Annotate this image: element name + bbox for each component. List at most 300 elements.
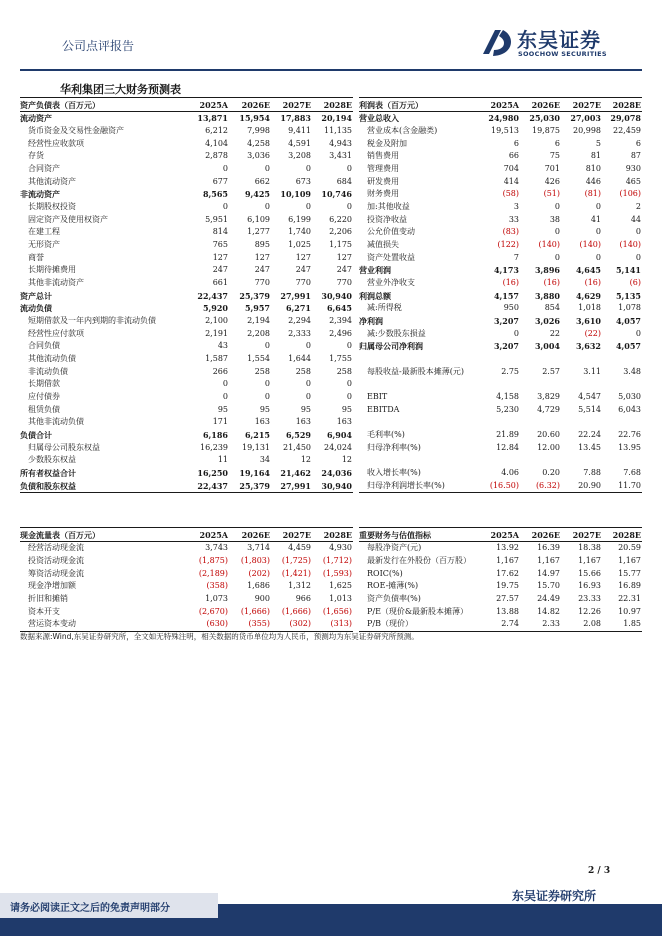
- value-cell: 0: [222, 202, 228, 212]
- value-cell: 4,057: [615, 316, 641, 327]
- year-column-header: 2027E: [561, 528, 602, 542]
- table-row: [359, 403, 642, 416]
- value-cell: 4,729: [537, 404, 560, 414]
- value-cell: 4,158: [496, 392, 519, 402]
- value-cell: 1,167: [496, 556, 519, 565]
- table-row: [20, 378, 353, 391]
- value-cell: 27,991: [280, 290, 311, 301]
- table-row: [20, 226, 353, 239]
- value-cell: [602, 454, 642, 467]
- value-cell: (2,189): [198, 568, 228, 578]
- value-cell: 266: [212, 366, 228, 376]
- value-cell: (1,725): [281, 556, 311, 565]
- footer-disclaimer: 请务必阅读正文之后的免责声明部分: [10, 903, 170, 914]
- row-label: 负债和股东权益: [20, 479, 186, 492]
- value-cell: 16,239: [200, 442, 228, 452]
- cash-flow-table: [20, 527, 353, 632]
- row-label: 加:其他收益: [367, 202, 410, 212]
- table-row: [359, 429, 642, 442]
- row-label: [359, 416, 480, 429]
- value-cell: 0.20: [542, 468, 560, 478]
- value-cell: 4.06: [501, 468, 519, 478]
- row-label: 负债合计: [20, 430, 52, 441]
- row-label: 资产处置收益: [367, 252, 415, 262]
- report-type-label: 公司点评报告: [62, 39, 135, 53]
- row-label: 所有者权益合计: [20, 468, 76, 479]
- value-cell: 5,951: [205, 214, 228, 224]
- value-cell: 127: [336, 252, 352, 262]
- row-label: 投资活动现金流: [28, 556, 84, 565]
- year-column-header: 2027E: [561, 98, 602, 112]
- value-cell: 22.24: [578, 430, 601, 440]
- value-cell: 677: [212, 176, 228, 186]
- row-label: 其他流动负债: [28, 354, 76, 364]
- table-row: [359, 264, 642, 277]
- value-cell: 19,875: [532, 126, 560, 135]
- value-cell: (140): [538, 240, 560, 250]
- table-row: [20, 618, 353, 631]
- value-cell: 950: [503, 303, 519, 313]
- data-source-note: 数据来源:Wind,东吴证券研究所，全文如无特殊注明，相关数据的货币单位均为人民币，预测均为东吴证券研究所预测。: [20, 632, 419, 641]
- row-label: P/B（现价）: [359, 618, 480, 631]
- value-cell: (1,593): [322, 568, 352, 578]
- value-cell: (202): [248, 568, 270, 578]
- value-cell: 900: [254, 594, 270, 604]
- table-row: [20, 150, 353, 163]
- table-row: [20, 302, 353, 315]
- value-cell: 1,018: [578, 303, 601, 313]
- value-cell: 0: [305, 392, 311, 402]
- table-row: [359, 365, 642, 378]
- row-label: ROE-摊薄(%): [367, 581, 419, 591]
- value-cell: [520, 378, 561, 391]
- value-cell: 3.11: [583, 366, 601, 376]
- value-cell: 24,980: [488, 113, 519, 124]
- year-column-header: 2026E: [229, 98, 271, 112]
- value-cell: 95: [300, 404, 311, 414]
- value-cell: 1,073: [205, 594, 228, 604]
- year-column-header: 2026E: [520, 528, 561, 542]
- value-cell: 3,036: [247, 151, 270, 161]
- value-cell: [480, 353, 520, 366]
- table-row: [20, 315, 353, 328]
- value-cell: 4,057: [615, 341, 641, 352]
- value-cell: 7.68: [623, 468, 641, 478]
- table-row: [359, 302, 642, 315]
- table-row: [359, 239, 642, 252]
- row-label: 管理费用: [367, 164, 399, 174]
- value-cell: 10,746: [321, 189, 352, 200]
- value-cell: 15,954: [239, 113, 270, 124]
- value-cell: 22: [549, 328, 560, 338]
- value-cell: 44: [630, 214, 641, 224]
- value-cell: 0: [346, 392, 352, 402]
- value-cell: 6,645: [326, 303, 352, 314]
- value-cell: 23.33: [578, 594, 601, 604]
- value-cell: 1,554: [247, 354, 270, 364]
- row-label: 归母净利润增长率(%): [359, 479, 480, 492]
- value-cell: 95: [259, 404, 270, 414]
- value-cell: 9,411: [288, 126, 311, 135]
- value-cell: 1,644: [288, 354, 311, 364]
- table-header-row: [20, 528, 353, 542]
- table-row: [359, 593, 642, 606]
- value-cell: 33: [508, 214, 519, 224]
- value-cell: 426: [544, 176, 560, 186]
- value-cell: 2,333: [288, 328, 311, 338]
- row-label: ROIC(%): [367, 568, 403, 578]
- row-label: 商誉: [28, 252, 44, 262]
- value-cell: 247: [212, 265, 228, 275]
- value-cell: 895: [254, 240, 270, 250]
- value-cell: 13.92: [496, 543, 519, 553]
- value-cell: 1,175: [329, 240, 352, 250]
- value-cell: [561, 454, 602, 467]
- value-cell: 6,529: [285, 430, 311, 441]
- value-cell: 17.62: [496, 568, 519, 578]
- value-cell: 701: [544, 164, 560, 174]
- value-cell: 24,036: [321, 468, 352, 479]
- value-cell: 20,194: [321, 113, 352, 124]
- table-header-row: [359, 528, 642, 542]
- row-label: 长期借款: [28, 379, 60, 389]
- row-label: EBIT: [367, 392, 388, 402]
- value-cell: 662: [254, 176, 270, 186]
- row-label: 合同资产: [28, 164, 60, 174]
- year-column-header: 2028E: [602, 98, 642, 112]
- table-row: [359, 340, 642, 353]
- value-cell: 6: [635, 138, 641, 148]
- value-cell: 1,167: [537, 556, 560, 565]
- row-label: 折旧和摊销: [28, 594, 68, 604]
- value-cell: 2,191: [205, 328, 228, 338]
- value-cell: 163: [336, 417, 352, 427]
- value-cell: 1,625: [329, 581, 352, 591]
- row-label: 经营性应付款项: [28, 328, 84, 338]
- value-cell: 7,998: [247, 126, 270, 135]
- value-cell: 19.75: [496, 581, 519, 591]
- value-cell: 24.49: [537, 594, 560, 604]
- value-cell: 3,632: [575, 341, 601, 352]
- value-cell: 258: [336, 366, 352, 376]
- row-label: [359, 454, 480, 467]
- value-cell: 770: [295, 278, 311, 288]
- value-cell: (16): [502, 278, 519, 288]
- header-divider: [20, 69, 642, 71]
- value-cell: 4,629: [575, 290, 601, 301]
- table-row: [359, 441, 642, 454]
- row-label: 流动资产: [20, 113, 52, 124]
- table-row: [359, 542, 642, 555]
- value-cell: 1,013: [329, 594, 352, 604]
- row-label: 资本开支: [28, 606, 60, 616]
- value-cell: 163: [295, 417, 311, 427]
- value-cell: (1,421): [281, 568, 311, 578]
- value-cell: (122): [497, 240, 519, 250]
- row-label: 应付债券: [28, 392, 60, 402]
- value-cell: 2.57: [542, 366, 560, 376]
- value-cell: 6: [554, 138, 560, 148]
- table-row: [20, 125, 353, 138]
- value-cell: 2.08: [561, 618, 602, 631]
- value-cell: 3,714: [247, 543, 270, 553]
- value-cell: [520, 353, 561, 366]
- value-cell: 20.59: [618, 543, 641, 553]
- value-cell: 16,250: [197, 468, 228, 479]
- value-cell: (6): [629, 278, 641, 288]
- value-cell: 0: [346, 379, 352, 389]
- value-cell: (16): [543, 278, 560, 288]
- value-cell: 17,883: [280, 113, 311, 124]
- value-cell: 247: [254, 265, 270, 275]
- table-row: [359, 567, 642, 580]
- value-cell: 2.75: [501, 366, 519, 376]
- value-cell: (2,670): [198, 606, 228, 616]
- value-cell: 0: [554, 252, 560, 262]
- balance-sheet-table: [20, 97, 353, 493]
- value-cell: 87: [630, 151, 641, 161]
- value-cell: 12: [300, 455, 311, 465]
- row-label: 利润总额: [359, 290, 391, 301]
- value-cell: 6,271: [285, 303, 311, 314]
- table-row: [20, 593, 353, 606]
- row-label: 减:少数股东损益: [367, 328, 426, 338]
- value-cell: 0: [264, 341, 270, 351]
- value-cell: 3,431: [329, 151, 352, 161]
- logo-text-en: SOOCHOW SECURITIES: [518, 50, 607, 58]
- value-cell: 6,109: [247, 214, 270, 224]
- row-label: 财务费用: [367, 189, 399, 199]
- row-label: [359, 353, 480, 366]
- value-cell: 0: [635, 328, 641, 338]
- table-row: [359, 163, 642, 176]
- value-cell: 0: [635, 252, 641, 262]
- value-cell: 3: [513, 202, 519, 212]
- value-cell: 0: [222, 392, 228, 402]
- value-cell: 21,450: [283, 442, 311, 452]
- value-cell: 20.90: [561, 479, 602, 492]
- row-label: 营业外净收支: [367, 278, 415, 288]
- value-cell: 1,078: [618, 303, 641, 313]
- table-row: [359, 618, 642, 631]
- value-cell: (302): [271, 618, 312, 631]
- value-cell: 2,496: [329, 328, 352, 338]
- table-row: [359, 315, 642, 328]
- table-row: [20, 567, 353, 580]
- value-cell: 127: [254, 252, 270, 262]
- logo-text-cn: 东吴证券: [517, 28, 601, 52]
- value-cell: 10.97: [618, 606, 641, 616]
- value-cell: [520, 454, 561, 467]
- value-cell: 810: [585, 164, 601, 174]
- value-cell: 30,940: [321, 290, 352, 301]
- value-cell: (1,666): [240, 606, 270, 616]
- row-label: 流动负债: [20, 303, 52, 314]
- table-row: [20, 112, 353, 125]
- row-label: [359, 378, 480, 391]
- value-cell: 5,030: [618, 392, 641, 402]
- value-cell: 15.66: [578, 568, 601, 578]
- value-cell: 0: [346, 164, 352, 174]
- value-cell: 5,230: [496, 404, 519, 414]
- value-cell: 930: [625, 164, 641, 174]
- value-cell: 1,277: [247, 227, 270, 237]
- value-cell: 4,157: [493, 290, 519, 301]
- page-number: 2 / 3: [588, 866, 611, 876]
- value-cell: 6,215: [244, 430, 270, 441]
- value-cell: 27,003: [570, 113, 601, 124]
- value-cell: 4,459: [288, 543, 311, 553]
- value-cell: 22.31: [618, 594, 641, 604]
- row-label: 租赁负债: [28, 404, 60, 414]
- value-cell: 0: [595, 227, 601, 237]
- row-label: 长期待摊费用: [28, 265, 76, 275]
- value-cell: 3.48: [623, 366, 641, 376]
- value-cell: 10,109: [280, 189, 311, 200]
- table-row: [20, 454, 353, 467]
- value-cell: [480, 454, 520, 467]
- table-row: [359, 277, 642, 290]
- row-label: P/E（现价&最新股本摊薄）: [367, 606, 469, 616]
- value-cell: 19,513: [491, 126, 519, 135]
- row-label: 毛利率(%): [367, 430, 405, 440]
- table-row: [20, 391, 353, 404]
- row-label: 归母净利率(%): [367, 442, 421, 452]
- row-label: 收入增长率(%): [367, 468, 421, 478]
- row-label: 经营性应收款项: [28, 138, 84, 148]
- value-cell: 25,030: [529, 113, 560, 124]
- soochow-logo-icon: [477, 24, 515, 62]
- value-cell: 2.74: [480, 618, 520, 631]
- value-cell: 5: [595, 138, 601, 148]
- table-row: [359, 112, 642, 125]
- table-row: [359, 226, 642, 239]
- table-row: [359, 353, 642, 366]
- value-cell: 2,394: [329, 316, 352, 326]
- year-column-header: 2028E: [312, 98, 353, 112]
- row-label: 非流动资产: [20, 189, 60, 200]
- value-cell: 13,871: [197, 113, 228, 124]
- table-row: [20, 555, 353, 568]
- table-row: [20, 365, 353, 378]
- value-cell: (58): [502, 189, 519, 199]
- row-label: 归属母公司净利润: [359, 341, 423, 352]
- table-row: [20, 289, 353, 302]
- key-metrics-table: [359, 527, 642, 632]
- value-cell: 66: [508, 151, 519, 161]
- value-cell: 0: [305, 341, 311, 351]
- year-column-header: 2025A: [186, 98, 229, 112]
- value-cell: 814: [212, 227, 228, 237]
- value-cell: (22): [584, 328, 601, 338]
- footer-org-name: 东吴证券研究所: [512, 889, 597, 903]
- value-cell: 15.77: [618, 568, 641, 578]
- value-cell: 0: [513, 328, 519, 338]
- value-cell: 27,991: [271, 479, 312, 492]
- value-cell: (51): [543, 189, 560, 199]
- table-header-row: [20, 98, 353, 112]
- value-cell: 12.26: [578, 606, 601, 616]
- value-cell: [602, 378, 642, 391]
- row-label: 归属母公司股东权益: [28, 442, 100, 452]
- value-cell: 0: [595, 202, 601, 212]
- table-row: [359, 137, 642, 150]
- table-row: [359, 467, 642, 480]
- row-label: 净利润: [359, 316, 383, 327]
- table-row: [20, 239, 353, 252]
- row-label: 合同负债: [28, 341, 60, 351]
- row-label: 其他非流动资产: [28, 278, 84, 288]
- value-cell: 43: [217, 341, 228, 351]
- value-cell: 6,199: [288, 214, 311, 224]
- table-row: [359, 605, 642, 618]
- value-cell: 12: [341, 455, 352, 465]
- value-cell: 2: [635, 202, 641, 212]
- table-row: [359, 125, 642, 138]
- value-cell: (140): [579, 240, 601, 250]
- value-cell: 20,998: [573, 126, 601, 135]
- forecast-table-title: 华利集团三大财务预测表: [60, 83, 181, 96]
- year-column-header: 2025A: [480, 528, 520, 542]
- value-cell: [561, 416, 602, 429]
- value-cell: 4,258: [247, 138, 270, 148]
- row-label: 营业利润: [359, 265, 391, 276]
- row-label: 投资净收益: [367, 214, 407, 224]
- value-cell: (1,656): [322, 606, 352, 616]
- value-cell: [561, 378, 602, 391]
- table-row: [359, 327, 642, 340]
- value-cell: 770: [336, 278, 352, 288]
- value-cell: 27.57: [496, 594, 519, 604]
- value-cell: [480, 378, 520, 391]
- table-row: [20, 213, 353, 226]
- value-cell: 14.82: [537, 606, 560, 616]
- value-cell: 16.89: [618, 581, 641, 591]
- value-cell: 22,459: [613, 126, 641, 135]
- value-cell: 0: [222, 164, 228, 174]
- value-cell: 4,930: [329, 543, 352, 553]
- table-row: [20, 137, 353, 150]
- value-cell: 127: [295, 252, 311, 262]
- value-cell: 15.70: [537, 581, 560, 591]
- value-cell: 770: [254, 278, 270, 288]
- value-cell: 20.60: [537, 430, 560, 440]
- value-cell: 1,587: [205, 354, 228, 364]
- value-cell: 11: [217, 455, 228, 465]
- value-cell: 2,294: [288, 316, 311, 326]
- value-cell: (1,666): [281, 606, 311, 616]
- row-label: 其他流动资产: [28, 176, 76, 186]
- row-label: 每股收益-最新股本摊薄(元): [367, 366, 464, 376]
- table-row: [20, 605, 353, 618]
- table-header-label: 利润表（百万元）: [359, 98, 480, 112]
- table-row: [359, 150, 642, 163]
- value-cell: (313): [312, 618, 353, 631]
- value-cell: 1,312: [288, 581, 311, 591]
- value-cell: 1,755: [329, 354, 352, 364]
- table-row: [20, 353, 353, 366]
- value-cell: 21.89: [496, 430, 519, 440]
- value-cell: 9,425: [244, 189, 270, 200]
- row-label: 资产总计: [20, 290, 52, 301]
- value-cell: 2.33: [520, 618, 561, 631]
- value-cell: 4,645: [575, 265, 601, 276]
- value-cell: 966: [295, 594, 311, 604]
- row-label: 长期股权投资: [28, 202, 76, 212]
- value-cell: 465: [625, 176, 641, 186]
- table-row: [359, 175, 642, 188]
- value-cell: 21,462: [280, 468, 311, 479]
